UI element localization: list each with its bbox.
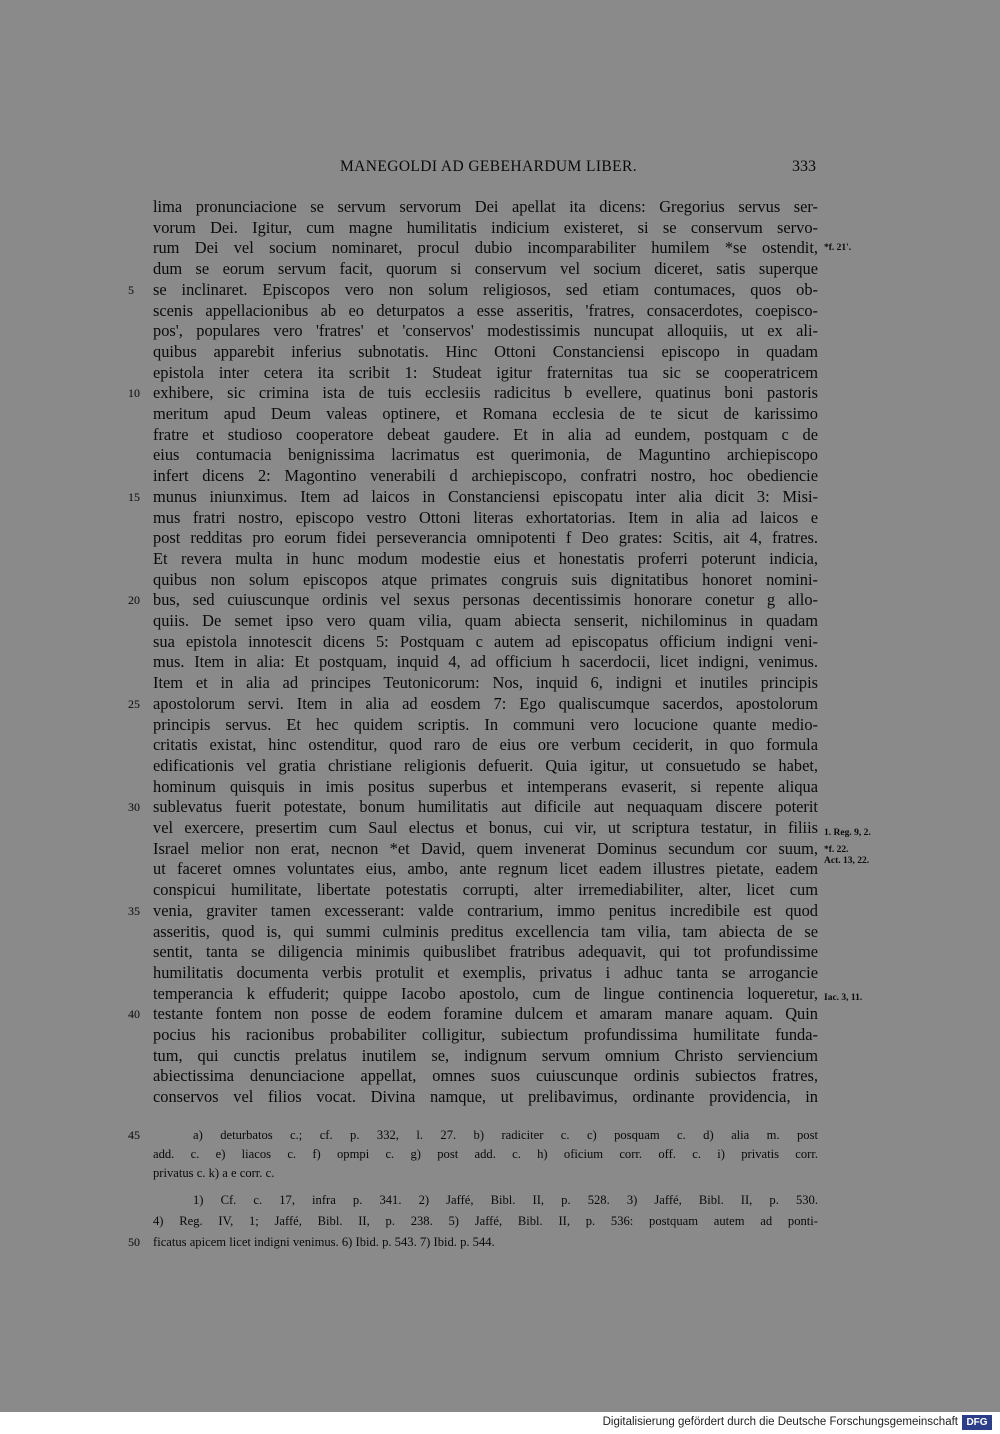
text-line: sua epistola innotescit dicens 5: Postquam c autem ad episcopatus officium indigni veni- xyxy=(153,631,818,651)
text-line: scenis appellacionibus ab eo deturpatos a esse asseritis, 'fratres, consacerdotes, coepisco- xyxy=(153,300,818,320)
text-line: testante fontem non posse de eodem foramine dulcem et amaram manare aquam. Quin xyxy=(153,1004,818,1024)
text-line: quibus apparebit inferius subnotatis. Hinc Ottoni Constanciensi episcopo in quadam xyxy=(153,341,818,361)
text-line: vel exercere, presertim cum Saul electus et bonus, cui vir, ut scriptura testatur, in filiis xyxy=(153,818,818,837)
text-line: venia, graviter tamen excesserant: valde contrarium, immo penitus incredibile est quod xyxy=(153,900,818,920)
text-line: Item et in alia ad principes Teutonicorum: Nos, inquid 6, indigni et inutiles principis xyxy=(153,673,818,693)
line-number: 40 xyxy=(128,1007,140,1022)
line-number: 10 xyxy=(128,386,140,401)
text-line: ut faceret omnes voluntates eius, ambo, ante regnum licet eadem illustres pietate, eadem xyxy=(153,859,818,879)
line-number: 5 xyxy=(128,282,134,297)
margin-note: *f. 21'. xyxy=(824,243,852,253)
text-line: pocius his racionibus probabiliter colligitur, subiectum profundissima humilitate funda- xyxy=(153,1025,818,1044)
source-line: 1) Cf. c. 17, infra p. 341. 2) Jaffé, Bibl. II, p. 528. 3) Jaffé, Bibl. II, p. 530. xyxy=(193,1193,818,1207)
text-line: mus fratri nostro, episcopo vestro Ottoni literas exhortatorias. Item in alia ad laicos e xyxy=(153,507,818,527)
dfg-logo[interactable]: DFG xyxy=(962,1415,992,1430)
text-line: abiectissima denunciacione appellat, omnes suos cuiuscunque ordinis subiectos fratres, xyxy=(153,1066,818,1086)
text-line: edificationis vel gratia christiane religionis defuerit. Quia igitur, ut consuetudo se habet, xyxy=(153,755,818,775)
text-line: asseritis, quod is, qui summi culminis preditus excellencia tam vilia, tam abiecta de se xyxy=(153,921,818,941)
text-line: critatis existat, hinc ostenditur, quod raro de eius ore verbum ceciderit, in quo formula xyxy=(153,735,818,755)
text-line: dum se eorum servum facit, quorum si conservum vel socium diceret, satis superque xyxy=(153,259,818,279)
margin-note: 1. Reg. 9, 2. xyxy=(824,828,871,838)
line-number: 50 xyxy=(128,1235,140,1249)
text-line: pos', populares vero 'fratres' et 'conservos' modestissimis nuncupat alloquiis, ut ex ali- xyxy=(153,321,818,341)
apparatus-line: privatus c. k) a e corr. c. xyxy=(153,1166,275,1180)
text-line: sentit, tanta se diligencia minimis quibuslibet fratribus adequavit, qui tot profundissime xyxy=(153,942,818,962)
footer-bar xyxy=(0,1412,1000,1434)
apparatus-line: add. c. e) liacos c. f) opmpi c. g) post add. c. h) oficium corr. off. c. i) privatis corr. xyxy=(153,1147,818,1161)
text-line: epistola inter cetera ita scribit 1: Studeat igitur fraternitas tua sic se cooperatricem xyxy=(153,362,818,382)
text-line: principis servus. Et hec quidem scriptis. In communi vero locucione quante medio- xyxy=(153,714,818,734)
apparatus-line: a) deturbatos c.; cf. p. 332, l. 27. b) radiciter c. c) posquam c. d) alia m. post xyxy=(193,1128,818,1142)
text-line: bus, sed cuiuscunque ordinis vel sexus personas decentissimis honorare conetur g allo- xyxy=(153,590,818,610)
page-header xyxy=(0,158,1000,182)
funding-notice: Digitalisierung gefördert durch die Deutsche Forschungsgemeinschaft xyxy=(602,1416,958,1428)
text-line: munus iniunximus. Item ad laicos in Constanciensi episcopatu inter alia dicit 3: Misi- xyxy=(153,486,818,506)
text-line: conservos vel filios vocat. Divina namque, ut prelibavimus, ordinante providencia, in xyxy=(153,1087,818,1107)
text-line: conspicui humilitate, libertate potestatis corrupti, alter irremediabiliter, alter, licet cum xyxy=(153,880,818,900)
page-number: 333 xyxy=(792,158,816,175)
text-line: tum, qui cunctis prelatus inutilem se, indignum servum omnium Christo serviencium xyxy=(153,1045,818,1065)
text-line: quiis. De semet ipso vero quam vilia, quam abiecta senserit, nichilominus in quadam xyxy=(153,611,818,630)
text-line: humilitatis documenta verbis protulit et exemplis, privatus i adhuc tanta se arrogancie xyxy=(153,962,818,982)
line-number: 45 xyxy=(128,1128,140,1142)
text-line: apostolorum servi. Item in alia ad eosdem 7: Ego qualiscumque sacerdos, apostolorum xyxy=(153,693,818,713)
text-line: post redditas pro eorum fidei perseverancia omnipotenti f Deo grates: Scitis, ait 4, fratres. xyxy=(153,528,818,548)
text-line: Israel melior non erat, necnon *et David, quem invenerat Dominus secundum cor suum, xyxy=(153,838,818,858)
text-line: quibus non solum episcopos atque primates congruis suis dignitatibus honoret nomini- xyxy=(153,569,818,589)
source-line: ficatus apicem licet indigni venimus. 6) Ibid. p. 543. 7) Ibid. p. 544. xyxy=(153,1235,495,1249)
text-line: vorum Dei. Igitur, cum magne humilitatis indicium existeret, si se conservum servo- xyxy=(153,217,818,237)
text-line: sublevatus fuerit potestate, bonum humilitatis aut dificile aut nequaquam discere poterit xyxy=(153,797,818,817)
source-line: 4) Reg. IV, 1; Jaffé, Bibl. II, p. 238. 5) Jaffé, Bibl. II, p. 536: postquam autem ad ponti- xyxy=(153,1214,818,1228)
text-line: exhibere, sic crimina ista de tuis ecclesiis radicitus b evellere, quatinus boni pastoris xyxy=(153,383,818,403)
text-line: Et revera multa in hunc modum modestie eius et honestatis proferri poterunt indicia, xyxy=(153,548,818,568)
text-line: se inclinaret. Episcopos vero non solum religiosos, sed etiam contumaces, quos ob- xyxy=(153,279,818,299)
margin-note: Iac. 3, 11. xyxy=(824,993,863,1003)
line-number: 15 xyxy=(128,489,140,504)
text-line: hominum quisquis in imis positus superbus et intemperans evaserit, si repente aliqua xyxy=(153,776,818,796)
text-line: mus. Item in alia: Et postquam, inquid 4, ad officium h sacerdocii, licet indigni, venimus. xyxy=(153,652,818,672)
text-line: fratre et studioso cooperatore debeat gaudere. Et in alia ad eundem, postquam c de xyxy=(153,424,818,444)
text-line: lima pronunciacione se servum servorum Dei apellat ita dicens: Gregorius servus ser- xyxy=(153,197,818,216)
margin-note: Act. 13, 22. xyxy=(824,856,870,866)
line-number: 35 xyxy=(128,903,140,918)
text-line: infert dicens 2: Magontino venerabili d archiepiscopo, confratri nostro, hoc obediencie xyxy=(153,466,818,486)
margin-note: *f. 22. xyxy=(824,845,849,855)
text-line: meritum apud Deum valeas optinere, et Romana ecclesia de te sicut de karissimo xyxy=(153,404,818,423)
text-line: eius contumacia benignissima lacrimatus est querimonia, de Maguntino archiepiscopo xyxy=(153,445,818,465)
line-number: 20 xyxy=(128,593,140,608)
line-number: 25 xyxy=(128,696,140,711)
running-title: MANEGOLDI AD GEBEHARDUM LIBER. xyxy=(340,158,638,175)
text-line: temperancia k effuderit; quippe Iacobo apostolo, cum de lingue continencia loqueretur, xyxy=(153,983,818,1003)
text-line: rum Dei vel socium nominaret, procul dubio incomparabiliter humilem *se ostendit, xyxy=(153,238,818,258)
line-number: 30 xyxy=(128,800,140,815)
